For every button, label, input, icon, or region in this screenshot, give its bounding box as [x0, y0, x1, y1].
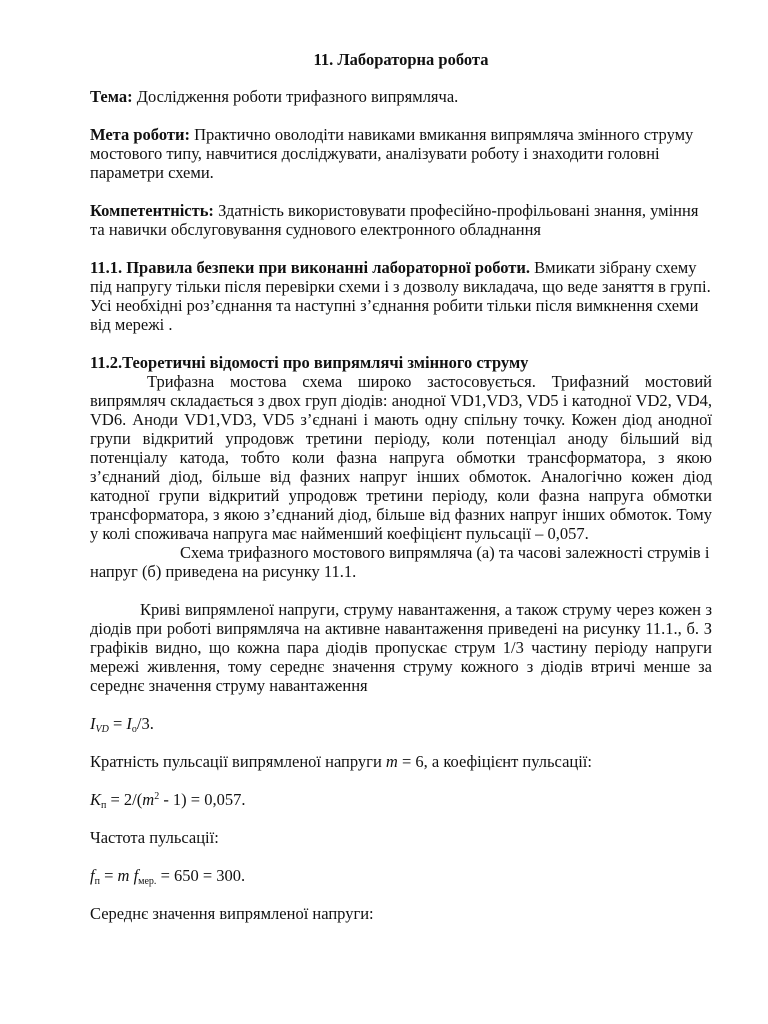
safety-heading: 11.1. Правила безпеки при виконанні лабораторної роботи.	[90, 258, 531, 277]
theory-paragraph-2: Схема трифазного мостового випрямляча (а) та часові залежності струмів і напруг (б) приведена на рисунку 11.1.	[90, 543, 710, 581]
theory-paragraph-3: Криві випрямленої напруги, струму навантаження, а також струму через кожен з діодів при роботі випрямляча на активне навантаження приведені на рисунку 11.1., б. З графіків видно, що кожна пара діодів пропускає струм 1/3 частину періоду напруги мережі живлення, тому середнє значення струму кожного з діодів втричі менше за середнє значення струму навантаження	[90, 600, 712, 695]
topic-label: Тема:	[90, 87, 133, 106]
competence-paragraph	[90, 201, 712, 239]
document-page	[90, 50, 712, 923]
goal-label: Мета роботи:	[90, 125, 190, 144]
page-title: 11. Лабораторна робота	[313, 50, 489, 69]
safety-section	[90, 258, 712, 334]
theory-heading: 11.2.Теоретичні відомості про випрямлячі змінного струму	[90, 353, 529, 372]
formula-ivd: $I_{VD} = I_o/3$.	[90, 714, 154, 735]
safety-text: Вмикати зібрану схему під напругу тільки після перевірки схеми і з дозволу викладача, що веде заняття в групі. Усі необхідні роз’єднання та наступні з’єднання робити тільки після вимкнення схеми від мережі .	[90, 258, 711, 334]
goal-text: Практично оволодіти навиками вмикання випрямляча змінного струму мостового типу, навчитися досліджувати, аналізувати роботу і знаходити головні параметри схеми.	[90, 125, 694, 182]
theory-paragraph-1: Трифазна мостова схема широко застосовується. Трифазний мостовий випрямляч складається з двох груп діодів: анодної VD1,VD3, VD5 і катодної VD2, VD4, VD6. Аноди VD1,VD3, VD5 з’єднані і мають одну спільну точку. Кожен діод анодної групи відкритий упродовж третини періоду, коли потенціал аноду більший від потенціалу катода, тобто коли фазна напруга обмотки трансформатора, з якою з’єднаний діод, більше від фазних напруг інших обмоток. Аналогічно кожен діод катодної групи відкритий упродовж третини періоду, коли фазна напруга обмотки трансформатора, з якою з’єднаний діод, більше від фазних напруг інших обмоток. Тому у колі споживача напруга має найменший коефіцієнт пульсації – 0,057.	[90, 372, 712, 543]
formula-f: $f_п = m$ $f_{мер.} = 650 = 300$.	[90, 866, 246, 887]
topic-text: Дослідження роботи трифазного випрямляча.	[132, 87, 459, 106]
competence-text: Здатність використовувати професійно-профільовані знання, уміння та навички обслуговування суднового електронного обладнання	[90, 201, 699, 239]
mean-voltage-label: Середнє значення випрямленої напруги:	[90, 904, 374, 923]
competence-label: Компетентність:	[90, 201, 214, 220]
topic-paragraph	[90, 87, 712, 106]
ripple-multiplicity: Кратність пульсації випрямленої напруги m = 6, а коефіцієнт пульсації:	[90, 752, 592, 771]
formula-k: $K_п = 2/(m^2 - 1) = 0,057$.	[90, 790, 246, 811]
goal-paragraph	[90, 125, 712, 182]
frequency-label: Частота пульсації:	[90, 828, 219, 847]
